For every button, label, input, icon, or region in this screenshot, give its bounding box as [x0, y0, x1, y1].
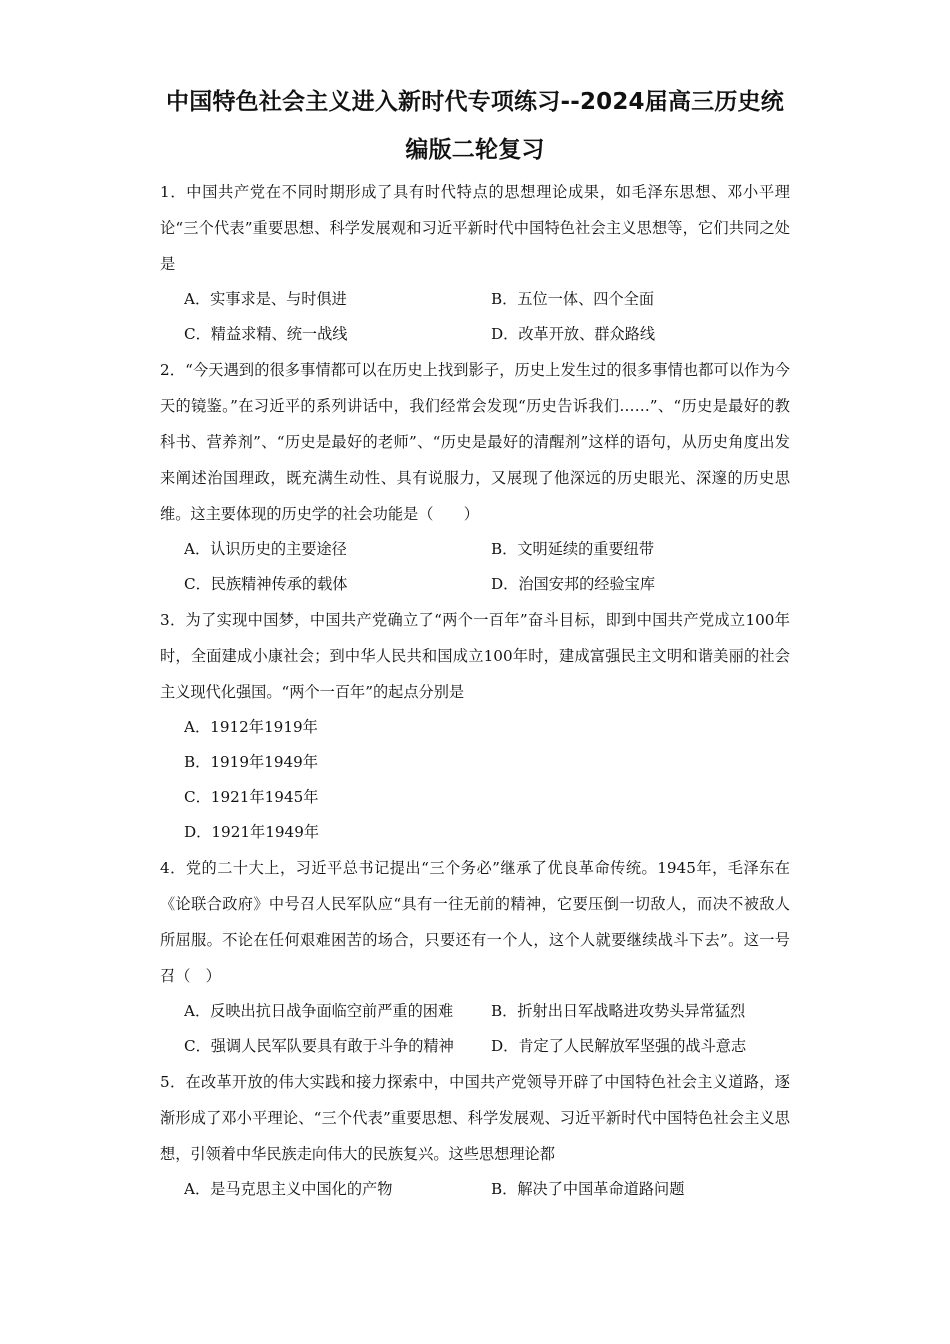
- option-b: B．五位一体、四个全面: [491, 290, 655, 308]
- title-line-2: 编版二轮复习: [405, 137, 545, 163]
- options-grid: [160, 1172, 790, 1207]
- question-stem: 1．中国共产党在不同时期形成了具有时代特点的思想理论成果，如毛泽东思想、邓小平理论“三个代表”重要思想、科学发展观和习近平新时代中国特色社会主义思想等，它们共同之处是: [160, 183, 790, 273]
- option-c: C．民族精神传承的载体: [184, 575, 348, 593]
- option-c: C．强调人民军队要具有敢于斗争的精神: [184, 1037, 454, 1055]
- option-a: A．1912年1919年: [184, 718, 318, 736]
- page-title: [160, 78, 790, 174]
- options-grid: [160, 532, 790, 602]
- option-b: B．解决了中国革命道路问题: [491, 1180, 685, 1198]
- exam-page: [160, 78, 790, 1207]
- option-a: A．认识历史的主要途径: [184, 540, 347, 558]
- options-list: [160, 710, 790, 850]
- option-d: D．改革开放、群众路线: [491, 325, 656, 343]
- option-b: B．1919年1949年: [184, 753, 319, 771]
- title-line-1: 中国特色社会主义进入新时代专项练习--2024届高三历史统: [166, 89, 784, 115]
- option-a: A．反映出抗日战争面临空前严重的困难: [184, 1002, 454, 1020]
- option-d: D．肯定了人民解放军坚强的战斗意志: [491, 1037, 747, 1055]
- option-c: C．精益求精、统一战线: [184, 325, 348, 343]
- question-1: [160, 174, 790, 352]
- option-d: D．1921年1949年: [184, 823, 320, 841]
- question-stem: 5．在改革开放的伟大实践和接力探索中，中国共产党领导开辟了中国特色社会主义道路，逐渐形成了邓小平理论、“三个代表”重要思想、科学发展观、习近平新时代中国特色社会主义思想，引领着中华民族走向伟大的民族复兴。这些思想理论都: [160, 1073, 790, 1163]
- option-d: D．治国安邦的经验宝库: [491, 575, 656, 593]
- options-grid: [160, 282, 790, 352]
- question-2: [160, 352, 790, 602]
- option-a: A．是马克思主义中国化的产物: [184, 1180, 393, 1198]
- question-stem: 3．为了实现中国梦，中国共产党确立了“两个一百年”奋斗目标，即到中国共产党成立100年时，全面建成小康社会；到中华人民共和国成立100年时，建成富强民主文明和谐美丽的社会主义现代化强国。“两个一百年”的起点分别是: [160, 611, 790, 701]
- option-b: B．文明延续的重要纽带: [491, 540, 655, 558]
- question-stem: 2．“今天遇到的很多事情都可以在历史上找到影子，历史上发生过的很多事情也都可以作为今天的镜鉴。”在习近平的系列讲话中，我们经常会发现“历史告诉我们……”、“历史是最好的教科书、营养剂”、“历史是最好的老师”、“历史是最好的清醒剂”这样的语句，从历史角度出发来阐述治国理政，既充满生动性、具有说服力，又展现了他深远的历史眼光、深邃的历史思维。这主要体现的历史学的社会功能是（ ）: [160, 361, 790, 523]
- question-stem: 4．党的二十大上，习近平总书记提出“三个务必”继承了优良革命传统。1945年，毛泽东在《论联合政府》中号召人民军队应“具有一往无前的精神，它要压倒一切敌人，而决不被敌人所屈服。不论在任何艰难困苦的场合，只要还有一个人，这个人就要继续战斗下去”。这一号召（ ）: [160, 859, 790, 985]
- question-4: [160, 850, 790, 1064]
- question-3: [160, 602, 790, 850]
- option-a: A．实事求是、与时俱进: [184, 290, 347, 308]
- option-b: B．折射出日军战略进攻势头异常猛烈: [491, 1002, 746, 1020]
- options-grid: [160, 994, 790, 1064]
- option-c: C．1921年1945年: [184, 788, 319, 806]
- question-5: [160, 1064, 790, 1207]
